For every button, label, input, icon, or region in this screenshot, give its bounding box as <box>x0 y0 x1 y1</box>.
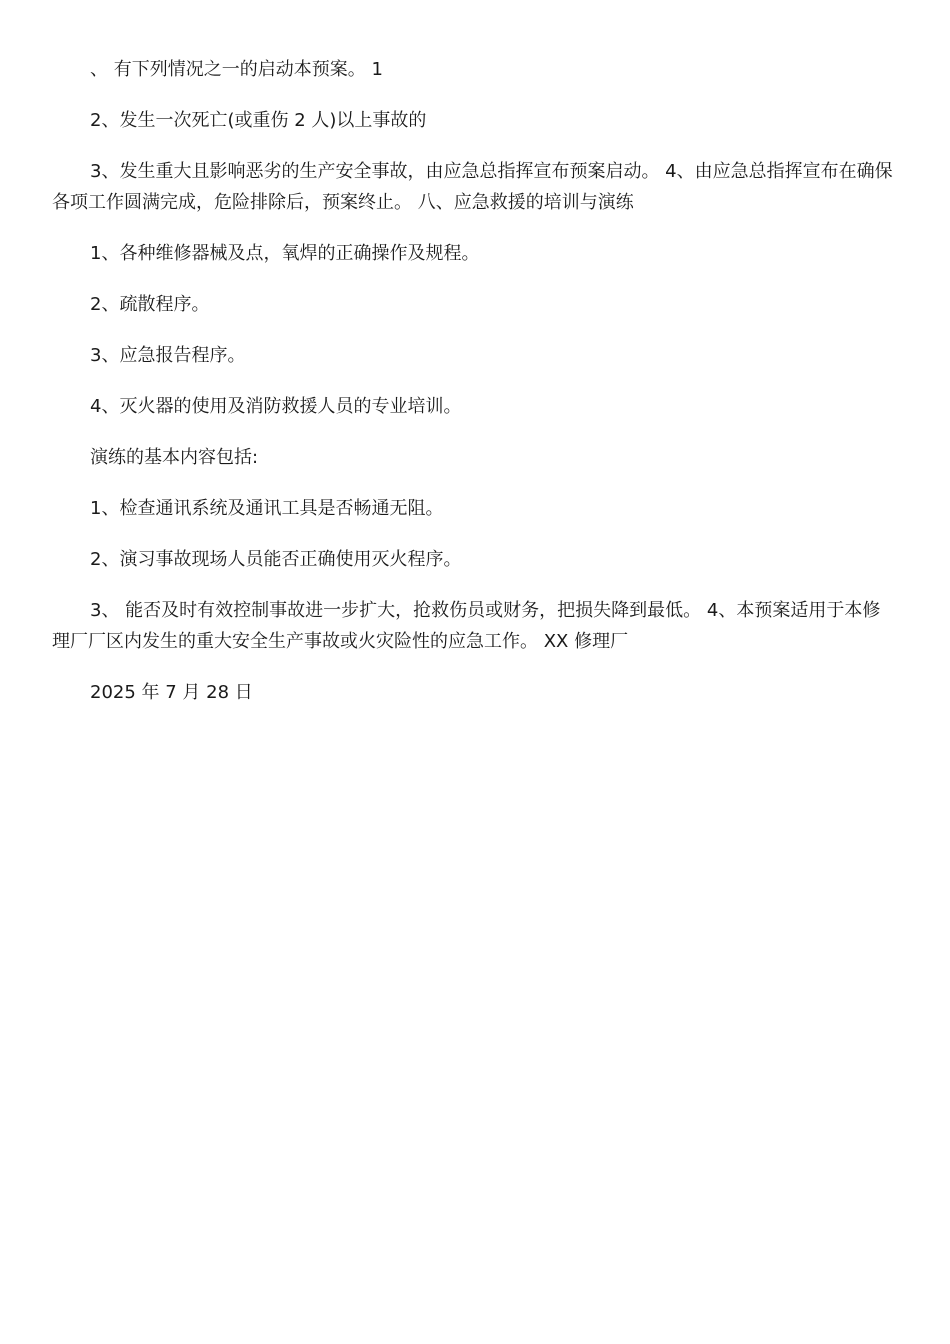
paragraph-fire-extinguisher: 4、灭火器的使用及消防救援人员的专业培训。 <box>90 396 462 417</box>
paragraph-control-and-scope: 3、 能否及时有效控制事故进一步扩大，抢救伤员或财务，把损失降到最低。 4、本预案适用于本修理厂厂区内发生的重大安全生产事故或火灾险性的应急工作。 XX 修理厂 <box>52 600 881 652</box>
paragraph-communication-check: 1、检查通讯系统及通讯工具是否畅通无阻。 <box>90 498 444 519</box>
document-date: 2025 年 7 月 28 日 <box>90 682 253 703</box>
paragraph-major-accident: 3、发生重大且影响恶劣的生产安全事故，由应急总指挥宣布预案启动。 4、由应急总指挥宣布在确保各项工作圆满完成，危险排除后，预案终止。 八、应急救援的培训与演练 <box>52 161 893 213</box>
paragraph-evacuation: 2、疏散程序。 <box>90 294 210 315</box>
paragraph-casualty-condition: 2、发生一次死亡(或重伤 2 人)以上事故的 <box>90 110 427 131</box>
paragraph-activation-conditions: 、 有下列情况之一的启动本预案。 1 <box>90 59 383 80</box>
paragraph-equipment-training: 1、各种维修器械及点，氧焊的正确操作及规程。 <box>90 243 480 264</box>
paragraph-fire-procedure-drill: 2、演习事故现场人员能否正确使用灭火程序。 <box>90 549 462 570</box>
document-page <box>52 54 894 728</box>
paragraph-emergency-report: 3、应急报告程序。 <box>90 345 246 366</box>
paragraph-drill-content-heading: 演练的基本内容包括: <box>90 447 259 468</box>
